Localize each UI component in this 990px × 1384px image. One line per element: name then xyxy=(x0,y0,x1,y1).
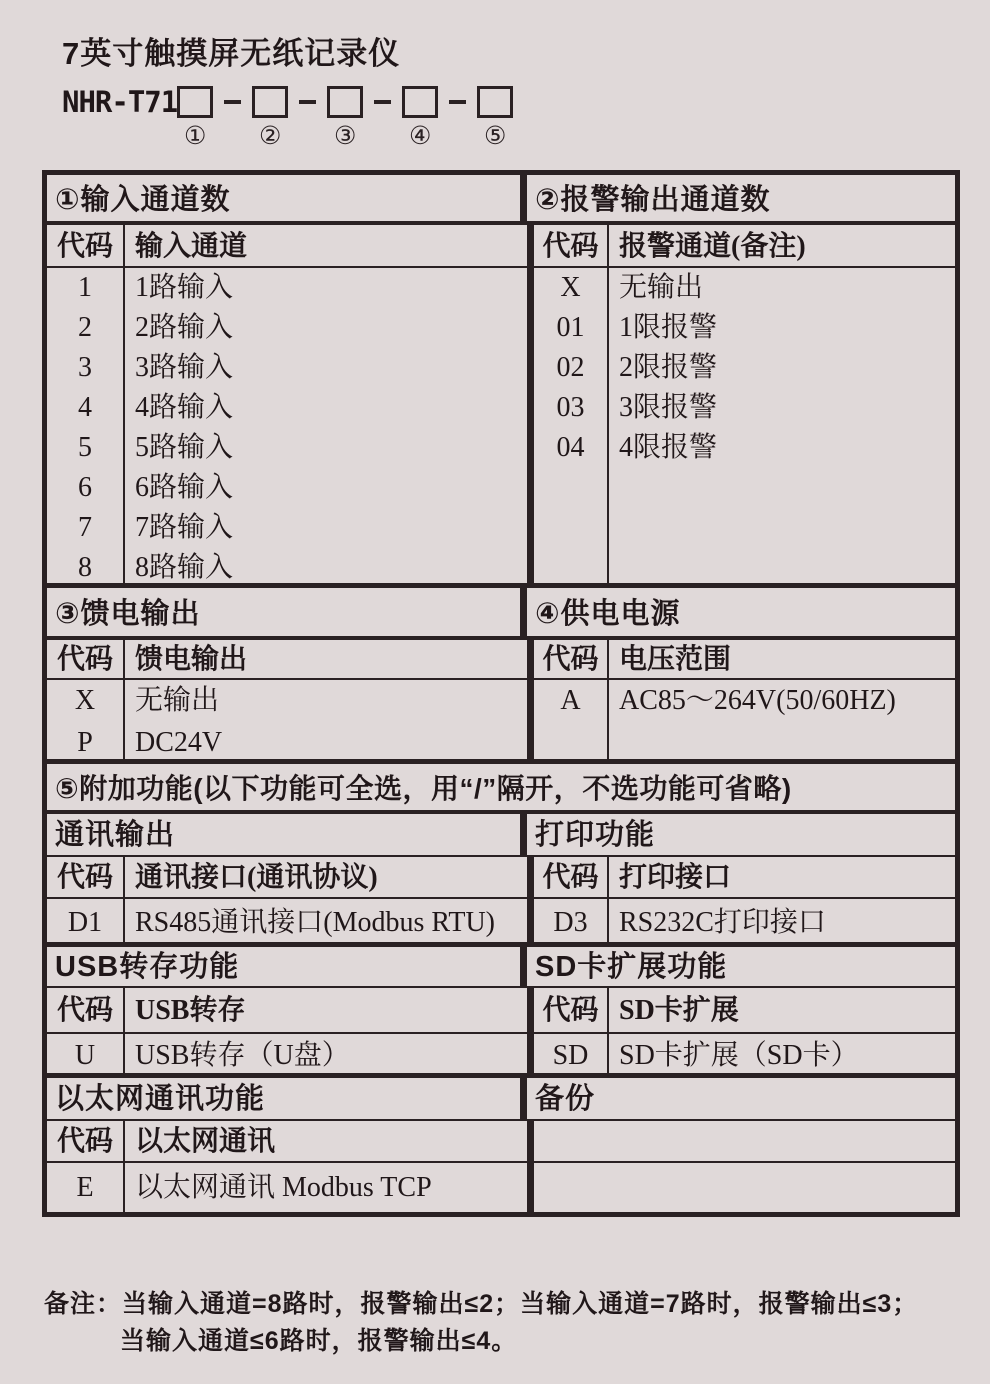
usb-code: U xyxy=(47,1034,125,1073)
table-cell: 3限报警 xyxy=(619,392,718,423)
ethernet-code: E xyxy=(47,1163,125,1212)
print-title: 打印功能 xyxy=(535,819,656,851)
comm-print-header-row xyxy=(47,857,955,899)
sd-column-header: SD卡扩展 xyxy=(619,995,739,1026)
table-cell: 02 xyxy=(556,352,585,383)
section1-title: ①输入通道数 xyxy=(47,175,527,221)
feed-output-column-header: 馈电输出 xyxy=(135,644,248,675)
print-code: D3 xyxy=(527,899,609,942)
table-cell: 1限报警 xyxy=(619,312,718,343)
dash-separator xyxy=(449,100,466,104)
code-column-header: 代码 xyxy=(47,225,125,266)
table-cell: 4 xyxy=(78,392,92,423)
section-1-2-title-row xyxy=(47,175,955,225)
note-line-2: 当输入通道≤6路时，报警输出≤4。 xyxy=(120,1327,518,1355)
code-column-header: 代码 xyxy=(527,225,609,266)
alarm-channel-column-header: 报警通道(备注) xyxy=(619,231,806,262)
table-cell: 4限报警 xyxy=(619,432,718,463)
code-column-header: 代码 xyxy=(47,857,125,897)
slot-number-5: ⑤ xyxy=(484,123,507,150)
model-slot-box xyxy=(252,86,288,118)
code-column-header: 代码 xyxy=(47,988,125,1032)
dash-separator xyxy=(374,100,391,104)
sd-desc: SD卡扩展（SD卡） xyxy=(619,1040,859,1071)
ethernet-desc: 以太网通讯 Modbus TCP xyxy=(135,1172,432,1203)
model-slot-box xyxy=(177,86,213,118)
backup-empty-cell xyxy=(609,1163,955,1212)
comm-print-data-row xyxy=(47,899,955,947)
ethernet-title: 以太网通讯功能 xyxy=(47,1078,527,1119)
model-slot-box xyxy=(402,86,438,118)
backup-empty-cell xyxy=(609,1121,955,1161)
table-cell: X xyxy=(74,685,96,716)
table-cell: 6 xyxy=(78,472,92,503)
print-desc: RS232C打印接口 xyxy=(619,907,826,938)
model-code-line xyxy=(62,86,513,150)
eth-backup-title-row xyxy=(47,1078,955,1121)
comm-code: D1 xyxy=(47,899,125,942)
backup-empty-cell xyxy=(527,1121,609,1161)
sd-code: SD xyxy=(527,1034,609,1073)
model-slot-1 xyxy=(177,86,213,150)
note-text-1: 当输入通道=8路时，报警输出≤2；当输入通道=7路时，报警输出≤3； xyxy=(122,1290,919,1318)
model-prefix: NHR-T71 xyxy=(62,85,178,119)
ethernet-column-header: 以太网通讯 xyxy=(135,1126,276,1157)
table-cell: 无输出 xyxy=(619,272,704,303)
dash-separator xyxy=(224,100,241,104)
table-cell: 1 xyxy=(78,272,92,303)
slot-number-3: ③ xyxy=(334,123,357,150)
section5-banner-row xyxy=(47,764,955,814)
table-cell: 4路输入 xyxy=(135,392,234,423)
note-prefix: 备注： xyxy=(44,1290,123,1318)
usb-sd-data-row xyxy=(47,1034,955,1078)
usb-sd-header-row xyxy=(47,988,955,1034)
model-slot-box xyxy=(477,86,513,118)
power-code-list xyxy=(527,680,609,759)
comm-print-title-row xyxy=(47,814,955,857)
ordering-table xyxy=(42,170,960,1217)
feed-desc-list xyxy=(125,680,527,759)
model-slot-5 xyxy=(477,86,513,150)
table-cell: 7路输入 xyxy=(135,512,234,543)
section-1-2-data-area xyxy=(47,268,955,588)
section-3-4-data-area xyxy=(47,680,955,764)
section5-title: ⑤附加功能(以下功能可全选，用“/”隔开，不选功能可省略) xyxy=(55,773,792,804)
section4-title: ④供电电源 xyxy=(535,598,681,630)
table-cell: 1路输入 xyxy=(135,272,234,303)
code-column-header: 代码 xyxy=(47,1121,125,1161)
slot-number-2: ② xyxy=(259,123,282,150)
comm-desc: RS485通讯接口(Modbus RTU) xyxy=(135,907,496,938)
table-cell: X xyxy=(560,272,581,303)
alarm-code-list xyxy=(527,268,609,583)
table-cell: 04 xyxy=(556,432,585,463)
table-cell: 8 xyxy=(78,552,92,583)
comm-title: 通讯输出 xyxy=(47,814,527,855)
code-column-header: 代码 xyxy=(527,640,609,678)
voltage-range-column-header: 电压范围 xyxy=(619,644,732,675)
table-cell: 2限报警 xyxy=(619,352,718,383)
eth-backup-data-row xyxy=(47,1163,955,1212)
model-slot-3 xyxy=(327,86,363,150)
input-desc-list xyxy=(125,268,527,583)
table-cell: 无输出 xyxy=(135,685,220,716)
table-cell: 6路输入 xyxy=(135,472,234,503)
table-cell: 7 xyxy=(78,512,92,543)
input-channel-column-header: 输入通道 xyxy=(135,231,248,262)
dash-separator xyxy=(299,100,316,104)
table-cell: A xyxy=(560,685,581,716)
section3-title: ③馈电输出 xyxy=(47,588,527,636)
input-code-list xyxy=(47,268,125,583)
section-3-4-title-row xyxy=(47,588,955,640)
section-1-2-header-row xyxy=(47,225,955,268)
model-slot-2 xyxy=(252,86,288,150)
print-interface-column-header: 打印接口 xyxy=(619,862,732,893)
table-cell: P xyxy=(77,727,93,758)
table-cell: 3 xyxy=(78,352,92,383)
usb-sd-title-row xyxy=(47,947,955,988)
table-cell: 2路输入 xyxy=(135,312,234,343)
code-column-header: 代码 xyxy=(527,857,609,897)
note-line-1 xyxy=(44,1286,918,1323)
section2-title: ②报警输出通道数 xyxy=(535,184,771,216)
table-cell: 5路输入 xyxy=(135,432,234,463)
slot-number-4: ④ xyxy=(409,123,432,150)
eth-backup-header-row xyxy=(47,1121,955,1163)
backup-empty-cell xyxy=(527,1163,609,1212)
backup-title: 备份 xyxy=(535,1083,596,1115)
slot-number-1: ① xyxy=(184,123,207,150)
model-slot-4 xyxy=(402,86,438,150)
table-cell: 01 xyxy=(556,312,585,343)
table-cell: 8路输入 xyxy=(135,552,234,583)
page-title: 7英寸触摸屏无纸记录仪 xyxy=(62,36,401,71)
code-column-header: 代码 xyxy=(527,988,609,1032)
alarm-desc-list xyxy=(609,268,955,583)
table-cell: 2 xyxy=(78,312,92,343)
table-cell: 03 xyxy=(556,392,585,423)
usb-column-header: USB转存 xyxy=(135,995,246,1026)
feed-code-list xyxy=(47,680,125,759)
usb-title: USB转存功能 xyxy=(47,947,527,986)
section-3-4-header-row xyxy=(47,640,955,680)
table-cell: AC85～264V(50/60HZ) xyxy=(619,685,896,716)
table-cell: DC24V xyxy=(135,727,223,758)
code-column-header: 代码 xyxy=(47,640,125,678)
comm-interface-column-header: 通讯接口(通讯协议) xyxy=(135,862,378,893)
table-cell: 5 xyxy=(78,432,92,463)
model-slot-box xyxy=(327,86,363,118)
power-desc-list xyxy=(609,680,955,759)
usb-desc: USB转存（U盘） xyxy=(135,1040,350,1071)
footer-note xyxy=(44,1286,918,1360)
table-cell: 3路输入 xyxy=(135,352,234,383)
sd-title: SD卡扩展功能 xyxy=(535,951,728,983)
